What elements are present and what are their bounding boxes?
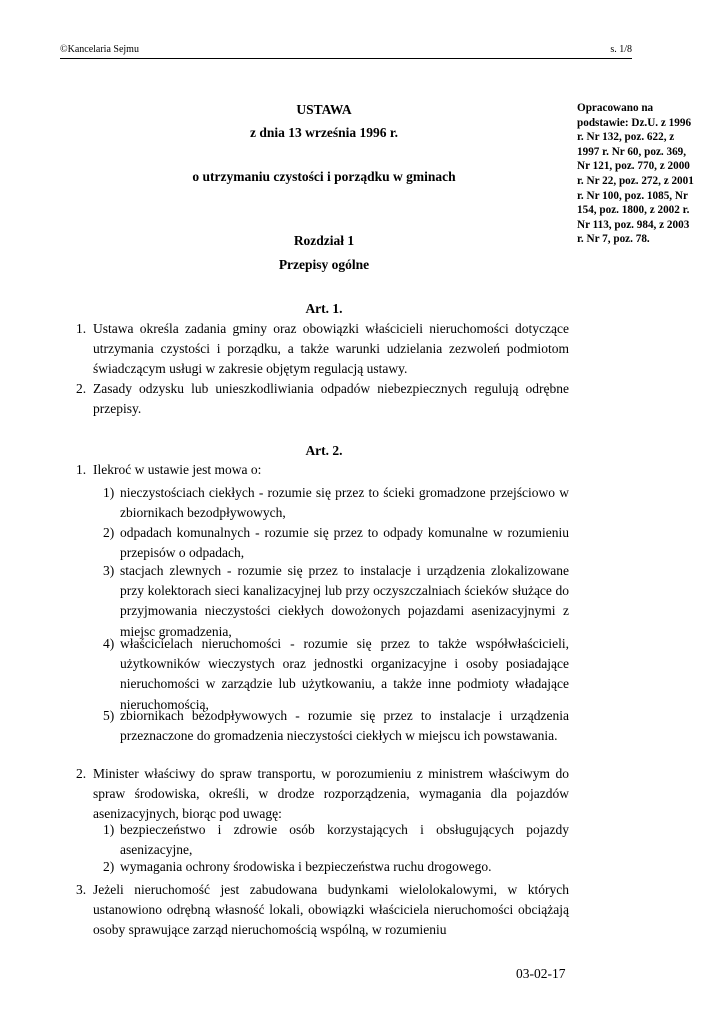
item-number: 3) [103,563,115,578]
item-number: 2) [103,859,115,874]
paragraph-number: 1. [76,462,87,477]
paragraph-text: Zasady odzysku lub unieszkodliwiania odpadów niebezpiecznych regulują odrębne przepisy. [93,381,569,417]
item-text: bezpieczeństwo i zdrowie osób korzystających i obsługujących pojazdy asenizacyjne, [120,822,569,858]
art2-heading: Art. 2. [305,443,343,458]
document-code: 03-02-17 [516,966,566,981]
chapter-name: Przepisy ogólne [278,257,370,272]
list-item [103,706,569,746]
paragraph-text: Ustawa określa zadania gminy oraz obowiązki właścicieli nieruchomości dotyczące utrzymania czystości i porządku, a także warunki udzielania zezwoleń podmiotom świadczącym usługi w zakresie objętym regulacją ustawy. [93,321,569,377]
list-item [103,820,569,860]
art2-paragraph [76,764,569,825]
item-text: stacjach zlewnych - rozumie się przez to instalacje i urządzenia zlokalizowane przy kolektorach sieci kanalizacyjnej lub przy oczyszczalniach ścieków służące do przyjmowania nieczystości ciekłych dowożonych pojazdami asenizacyjnymi z miejsc gromadzenia, [120,563,569,639]
copyright-label: ©Kancelaria Sejmu [60,44,139,55]
act-subject: o utrzymaniu czystości i porządku w gminach [192,169,456,184]
chapter-label: Rozdział 1 [293,233,355,248]
page-number: s. 1/8 [610,44,632,55]
list-item [103,561,569,642]
paragraph-number: 3. [76,882,87,897]
item-text: wymagania ochrony środowiska i bezpieczeństwa ruchu drogowego. [120,859,492,874]
item-number: 5) [103,708,115,723]
act-type: USTAWA [296,102,352,117]
art2-paragraph [76,460,569,480]
art1-heading: Art. 1. [305,301,343,316]
item-text: zbiornikach bezodpływowych - rozumie się przez to instalacje i urządzenia przeznaczone do gromadzenia nieczystości ciekłych w miejscu ich powstawania. [120,708,569,744]
source-note: Opracowano na podstawie: Dz.U. z 1996 r. Nr 132, poz. 622, z 1997 r. Nr 60, poz. 369, Nr 121, poz. 770, z 2000 r. Nr 22, poz. 272, z 2001 r. Nr 100, poz. 1085, Nr 154, poz. 1800, z 2002 r. Nr 113, poz. 984, z 2003 r. Nr 7, poz. 78. [577,102,694,246]
item-number: 1) [103,485,115,500]
act-date: z dnia 13 września 1996 r. [250,125,398,140]
list-item [103,483,569,523]
paragraph-text: Ilekroć w ustawie jest mowa o: [93,462,262,477]
paragraph-number: 2. [76,766,87,781]
paragraph-number: 1. [76,321,87,336]
paragraph-text: Minister właściwy do spraw transportu, w porozumieniu z ministrem właściwym do spraw środowiska, określi, w drodze rozporządzenia, wymagania dla pojazdów asenizacyjnych, biorąc pod uwagę: [93,766,569,822]
item-number: 4) [103,636,115,651]
art2-paragraph [76,880,569,941]
paragraph-text: Jeżeli nieruchomość jest zabudowana budynkami wielolokalowymi, w których ustanowiono odrębną własność lokali, obowiązki właściciela nieruchomości obciążają osoby sprawujące zarząd nieruchomością wspólną, w rozumieniu [93,882,569,938]
art1-paragraph [76,379,569,419]
item-text: odpadach komunalnych - rozumie się przez to odpady komunalne w rozumieniu przepisów o odpadach, [120,525,569,561]
item-text: nieczystościach ciekłych - rozumie się przez to ścieki gromadzone przejściowo w zbiornikach bezodpływowych, [120,485,569,521]
item-text: właścicielach nieruchomości - rozumie się przez to także współwłaścicieli, użytkowników wieczystych oraz jednostki organizacyjne i osoby posiadające nieruchomości w zarządzie lub użytkowaniu, a także inne podmioty władające nieruchomością, [120,636,569,712]
page-header [60,44,632,59]
list-item [103,857,569,877]
list-item [103,523,569,563]
item-number: 2) [103,525,115,540]
item-number: 1) [103,822,115,837]
list-item [103,634,569,715]
paragraph-number: 2. [76,381,87,396]
art1-paragraph [76,319,569,380]
